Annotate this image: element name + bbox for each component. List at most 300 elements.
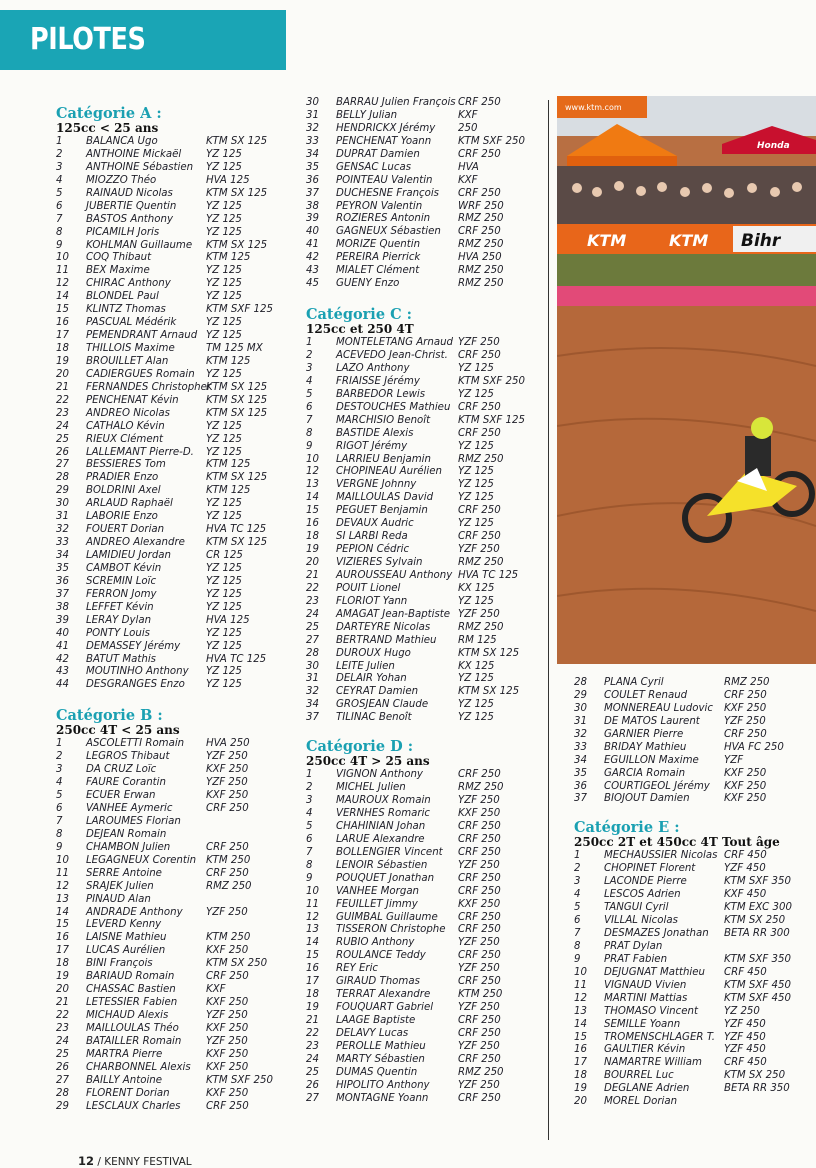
rider-name: LENOIR Sébastien — [336, 859, 428, 871]
rider-bike: YZ 125 — [206, 278, 242, 290]
rider-number: 4 — [56, 174, 63, 186]
rider-number: 15 — [56, 919, 69, 931]
rider-bike: CRF 250 — [724, 689, 767, 701]
rider-bike: HVA 125 — [206, 174, 250, 186]
rider-name: COULET Renaud — [604, 689, 688, 701]
rider-number: 25 — [56, 1048, 69, 1060]
rider-name: DARTEYRE Nicolas — [336, 621, 431, 633]
rider-number: 18 — [306, 989, 319, 1001]
rider-name: MAILLOULAS David — [336, 492, 434, 504]
rider-number: 11 — [306, 898, 319, 910]
rider-bike: CRF 250 — [458, 885, 501, 897]
rider-row — [56, 136, 296, 149]
rider-number: 31 — [574, 715, 587, 727]
rider-bike: KTM SX 250 — [724, 915, 786, 927]
rider-row — [574, 742, 814, 755]
rider-number: 9 — [56, 239, 63, 251]
rider-bike: RMZ 250 — [458, 265, 504, 277]
rider-row — [306, 201, 544, 214]
rider-number: 28 — [56, 472, 69, 484]
rider-number: 34 — [306, 148, 319, 160]
rider-name: FLORENT Dorian — [86, 1087, 170, 1099]
rider-name: BIOJOUT Damien — [604, 793, 690, 805]
rider-number: 32 — [306, 122, 319, 134]
rider-row — [306, 278, 544, 291]
rider-bike: KTM SX 125 — [206, 407, 268, 419]
rider-number: 6 — [56, 200, 63, 212]
rider-bike: RMZ 250 — [458, 621, 504, 633]
rider-name: DELAIR Yohan — [336, 673, 407, 685]
rider-name: DE MATOS Laurent — [604, 715, 700, 727]
rider-number: 12 — [56, 278, 69, 290]
rider-name: DUCHESNE François — [336, 187, 439, 199]
rider-name: MORIZE Quentin — [336, 239, 421, 251]
rider-name: PONTY Louis — [86, 627, 150, 639]
rider-number: 14 — [56, 291, 69, 303]
rider-bike: KXF 250 — [458, 808, 501, 819]
rider-bike: YZ 125 — [458, 673, 494, 685]
rider-bike: YZF 250 — [458, 337, 500, 349]
rider-number: 43 — [306, 265, 319, 277]
rider-name: LARUE Alexandre — [336, 833, 425, 845]
rider-row — [574, 980, 814, 993]
tent-brand: Honda — [757, 141, 790, 151]
rider-row — [306, 795, 544, 808]
rider-row — [306, 376, 544, 389]
rider-name: LABORIE Enzo — [86, 511, 158, 523]
rider-name: THOMASO Vincent — [604, 1005, 698, 1017]
rider-number: 34 — [574, 754, 587, 766]
rider-number: 1 — [56, 136, 63, 147]
rider-bike: KTM 125 — [206, 252, 251, 264]
rider-bike: RMZ 250 — [458, 453, 504, 465]
rider-name: DESMAZES Jonathan — [604, 928, 709, 939]
rider-number: 24 — [56, 420, 69, 432]
column-middle — [306, 97, 544, 1114]
rider-row — [56, 382, 296, 395]
rider-row — [306, 226, 544, 239]
rider-name: ASCOLETTI Romain — [86, 738, 185, 750]
rider-row — [56, 511, 296, 524]
publication-name: / KENNY FESTIVAL — [97, 1156, 192, 1168]
rider-row — [56, 855, 296, 868]
rider-number: 15 — [56, 304, 69, 316]
category-d-section — [306, 739, 544, 1105]
rider-number: 9 — [574, 953, 581, 965]
rider-row — [306, 570, 544, 583]
rider-name: MAILLOULAS Théo — [86, 1022, 179, 1034]
rider-name: BEX Maxime — [86, 265, 150, 277]
rider-bike: RMZ 250 — [458, 239, 504, 251]
rider-bike: YZ 125 — [206, 161, 242, 173]
column-divider — [548, 100, 549, 1140]
rider-bike: YZF 250 — [458, 1079, 500, 1091]
rider-name: PEMENDRANT Arnaud — [86, 330, 198, 342]
rider-name: BOLDRINI Axel — [86, 485, 161, 497]
rider-number: 7 — [574, 928, 581, 939]
rider-name: BARRAU Julien François — [336, 97, 456, 108]
rider-number: 8 — [306, 859, 313, 871]
rider-number: 27 — [56, 1074, 69, 1086]
rider-bike: YZ 125 — [206, 446, 242, 458]
rider-bike: CRF 250 — [458, 427, 501, 439]
rider-row — [306, 441, 544, 454]
rider-row — [574, 1032, 814, 1045]
rider-number: 19 — [306, 1002, 319, 1014]
rider-bike: YZF 250 — [206, 777, 248, 789]
rider-bike: YZ 125 — [206, 213, 242, 225]
rider-name: ANDREO Nicolas — [86, 407, 170, 419]
rider-row — [306, 648, 544, 661]
rider-number: 12 — [306, 911, 319, 923]
rider-bike: YZ 125 — [206, 640, 242, 652]
rider-number: 43 — [56, 666, 69, 678]
category-d-continued — [574, 677, 814, 806]
rider-row — [56, 524, 296, 537]
rider-bike: YZ 125 — [458, 595, 494, 607]
rider-bike: CRF 250 — [458, 1092, 501, 1104]
rider-bike: YZ 250 — [724, 1005, 760, 1017]
rider-row — [306, 402, 544, 415]
rider-row — [306, 1002, 544, 1015]
rider-number: 6 — [306, 833, 313, 845]
rider-name: CAMBOT Kévin — [86, 562, 162, 574]
rider-bike: YZ 125 — [458, 712, 494, 724]
rider-bike: KTM SXF 250 — [458, 135, 525, 147]
rider-name: FOUERT Dorian — [86, 524, 165, 536]
rider-number: 24 — [56, 1035, 69, 1047]
rider-bike: YZ 125 — [206, 601, 242, 613]
rider-number: 36 — [56, 575, 69, 587]
rider-bike: CRF 250 — [458, 820, 501, 832]
rider-bike: YZ 125 — [206, 420, 242, 432]
rider-number: 17 — [574, 1057, 587, 1069]
rider-number: 38 — [56, 601, 69, 613]
page-footer — [78, 1154, 192, 1168]
rider-name: ANTHOINE Sébastien — [86, 161, 194, 173]
rider-row — [306, 175, 544, 188]
rider-name: MAUROUX Romain — [336, 795, 431, 807]
rider-name: PENCHENAT Yoann — [336, 135, 432, 147]
rider-name: LEITE Julien — [336, 660, 395, 672]
rider-number: 10 — [574, 966, 587, 978]
rider-row — [56, 628, 296, 641]
rider-row — [306, 363, 544, 376]
rider-row — [56, 764, 296, 777]
rider-row — [306, 1080, 544, 1093]
rider-bike: BETA RR 350 — [724, 1083, 790, 1095]
rider-name: PRADIER Enzo — [86, 472, 159, 484]
rider-row — [56, 472, 296, 485]
rider-name: DA CRUZ Loïc — [86, 764, 157, 776]
rider-row — [306, 782, 544, 795]
rider-row — [306, 912, 544, 925]
rider-bike: YZ 125 — [458, 440, 494, 452]
rider-name: VERGNE Johnny — [336, 479, 417, 491]
rider-row — [56, 777, 296, 790]
rider-bike: YZ 125 — [206, 511, 242, 523]
rider-row — [56, 1075, 296, 1088]
category-a-section — [56, 106, 296, 692]
rider-number: 1 — [306, 769, 313, 781]
rider-bike: KTM SXF 350 — [724, 876, 791, 888]
rider-name: TANGUI Cyril — [604, 902, 669, 914]
rider-row — [574, 729, 814, 742]
rider-name: LESCLAUX Charles — [86, 1100, 181, 1112]
rider-row — [56, 984, 296, 997]
category-b-list — [56, 738, 296, 1113]
rider-bike: KTM SX 125 — [206, 187, 268, 199]
rider-row — [574, 1070, 814, 1083]
rider-row — [574, 902, 814, 915]
page-title: PILOTES — [30, 22, 146, 57]
rider-bike: CRF 250 — [458, 350, 501, 361]
rider-name: LARRIEU Benjamin — [336, 453, 431, 465]
rider-number: 45 — [306, 278, 319, 290]
rider-number: 4 — [306, 375, 313, 387]
rider-number: 30 — [306, 97, 319, 108]
rider-row — [56, 485, 296, 498]
rider-bike: CRF 250 — [458, 950, 501, 962]
rider-row — [56, 1010, 296, 1023]
rider-name: RUBIO Anthony — [336, 937, 415, 949]
ktm-banner: KTM — [587, 231, 627, 250]
rider-row — [574, 1096, 814, 1109]
rider-number: 21 — [56, 997, 69, 1009]
rider-bike: YZF 250 — [458, 859, 500, 871]
rider-row — [56, 679, 296, 692]
rider-name: RAINAUD Nicolas — [86, 187, 173, 199]
rider-row — [56, 666, 296, 679]
category-a-list — [56, 136, 296, 692]
rider-number: 2 — [306, 350, 313, 361]
rider-row — [56, 408, 296, 421]
rider-name: MONNEREAU Ludovic — [604, 702, 713, 714]
rider-name: MECHAUSSIER Nicolas — [604, 850, 718, 862]
rider-name: LALLEMANT Pierre-D. — [86, 446, 194, 458]
rider-number: 35 — [56, 562, 69, 574]
rider-name: CATHALO Kévin — [86, 420, 165, 432]
rider-bike: YZF 250 — [458, 963, 500, 975]
rider-number: 22 — [306, 1027, 319, 1039]
category-e-section — [574, 820, 814, 1109]
rider-name: MICHAUD Alexis — [86, 1010, 169, 1021]
rider-number: 13 — [306, 924, 319, 936]
rider-row — [56, 576, 296, 589]
rider-name: POINTEAU Valentin — [336, 174, 433, 186]
rider-bike: YZF 250 — [206, 1010, 248, 1021]
rider-name: BASTOS Anthony — [86, 213, 173, 225]
rider-number: 28 — [56, 1087, 69, 1099]
rider-number: 6 — [574, 915, 581, 927]
rider-row — [306, 635, 544, 648]
rider-row — [56, 188, 296, 201]
rider-row — [306, 873, 544, 886]
rider-name: TISSERON Christophe — [336, 924, 446, 936]
rider-bike: CRF 250 — [724, 728, 767, 740]
rider-name: DUPRAT Damien — [336, 148, 420, 160]
rider-number: 4 — [574, 889, 581, 901]
rider-name: GUIMBAL Guillaume — [336, 911, 438, 923]
rider-bike: YZ 125 — [206, 679, 242, 691]
rider-row — [56, 149, 296, 162]
rider-number: 10 — [306, 453, 319, 465]
rider-bike: HVA TC 125 — [206, 524, 267, 536]
rider-row — [306, 531, 544, 544]
rider-number: 27 — [56, 459, 69, 471]
rider-name: VIZIERES Sylvain — [336, 557, 423, 568]
rider-name: SI LARBI Reda — [336, 531, 408, 543]
rider-name: VIGNAUD Vivien — [604, 979, 687, 991]
rider-bike: YZ 125 — [206, 433, 242, 445]
rider-row — [306, 162, 544, 175]
rider-name: BARBEDOR Lewis — [336, 388, 426, 400]
rider-number: 26 — [56, 1061, 69, 1073]
rider-row — [306, 110, 544, 123]
rider-number: 5 — [56, 790, 63, 802]
rider-number: 38 — [306, 200, 319, 212]
rider-bike: TM 125 MX — [206, 343, 263, 354]
rider-row — [574, 876, 814, 889]
rider-row — [56, 356, 296, 369]
rider-name: ECUER Erwan — [86, 790, 156, 802]
rider-row — [574, 993, 814, 1006]
rider-name: LERAY Dylan — [86, 614, 152, 626]
rider-bike: KTM SXF 350 — [724, 953, 791, 965]
category-b-list-continued — [306, 97, 544, 291]
rider-bike: HVA TC 125 — [458, 569, 519, 581]
rider-number: 20 — [306, 557, 319, 568]
rider-bike: RMZ 250 — [724, 677, 770, 688]
rider-row — [56, 894, 296, 907]
category-b-title: Catégorie B : — [56, 707, 163, 725]
rider-row — [56, 868, 296, 881]
rider-name: FERRON Jomy — [86, 588, 157, 600]
rider-bike: KXF 250 — [206, 997, 249, 1009]
rider-number: 12 — [574, 992, 587, 1004]
rider-name: ROULANCE Teddy — [336, 950, 426, 962]
rider-row — [306, 454, 544, 467]
rider-number: 8 — [56, 828, 63, 840]
rider-name: LAAGE Baptiste — [336, 1015, 416, 1026]
rider-number: 1 — [56, 738, 63, 750]
rider-row — [306, 886, 544, 899]
category-c-section — [306, 307, 544, 725]
rider-row — [56, 945, 296, 958]
rider-bike: KTM SX 125 — [206, 394, 268, 406]
race-scene-illustration — [557, 96, 816, 664]
rider-bike: CRF 250 — [458, 846, 501, 858]
rider-row — [574, 915, 814, 928]
rider-name: CHIRAC Anthony — [86, 278, 171, 290]
rider-number: 9 — [306, 440, 313, 452]
rider-row — [56, 175, 296, 188]
rider-name: PLANA Cyril — [604, 677, 664, 688]
rider-name: LESCOS Adrien — [604, 889, 681, 901]
rider-row — [56, 790, 296, 803]
rider-row — [56, 201, 296, 214]
rider-row — [306, 699, 544, 712]
rider-bike: YZ 125 — [206, 317, 242, 329]
rider-name: VIGNON Anthony — [336, 769, 423, 781]
rider-number: 28 — [306, 647, 319, 659]
rider-name: BELLY Julian — [336, 109, 398, 121]
rider-number: 25 — [306, 1066, 319, 1078]
rider-row — [56, 304, 296, 317]
rider-bike: CRF 450 — [724, 850, 767, 862]
rider-number: 6 — [56, 803, 63, 814]
rider-number: 7 — [306, 414, 313, 426]
category-b-section — [56, 708, 296, 1113]
rider-row — [306, 1015, 544, 1028]
rider-row — [574, 703, 814, 716]
rider-name: GUENY Enzo — [336, 278, 400, 290]
rider-name: EGUILLON Maxime — [604, 754, 699, 766]
svg-text:KTM: KTM — [669, 231, 709, 250]
rider-number: 36 — [306, 174, 319, 186]
rider-name: BROUILLET Alan — [86, 355, 169, 367]
rider-number: 31 — [306, 673, 319, 685]
rider-number: 12 — [306, 466, 319, 478]
rider-name: SERRE Antoine — [86, 867, 162, 879]
rider-bike: KXF 250 — [206, 764, 249, 776]
rider-row — [56, 932, 296, 945]
rider-bike: YZ 125 — [206, 627, 242, 639]
rider-row — [306, 622, 544, 635]
rider-number: 8 — [574, 940, 581, 952]
rider-name: MONTAGNE Yoann — [336, 1092, 429, 1104]
rider-name: BALANCA Ugo — [86, 136, 158, 147]
rider-bike: CR 125 — [206, 550, 243, 561]
rider-number: 18 — [56, 343, 69, 354]
rider-bike: YZ 125 — [206, 498, 242, 510]
rider-bike: KXF 250 — [724, 702, 767, 714]
rider-number: 25 — [56, 433, 69, 445]
rider-name: BARIAUD Romain — [86, 971, 175, 983]
category-b-continued — [306, 97, 544, 291]
rider-bike: RM 125 — [458, 634, 497, 646]
rider-number: 21 — [306, 569, 319, 581]
rider-row — [306, 1028, 544, 1041]
rider-number: 29 — [56, 1100, 69, 1112]
rider-row — [56, 816, 296, 829]
rider-bike: YZF 250 — [458, 795, 500, 807]
rider-name: CEYRAT Damien — [336, 686, 419, 698]
rider-name: THILLOIS Maxime — [86, 343, 175, 354]
rider-name: LACONDE Pierre — [604, 876, 687, 888]
rider-number: 3 — [56, 764, 63, 776]
rider-bike: RMZ 250 — [458, 782, 504, 794]
rider-name: DEGLANE Adrien — [604, 1083, 690, 1095]
rider-name: PEROLLE Mathieu — [336, 1040, 426, 1052]
rider-number: 9 — [306, 872, 313, 884]
rider-name: REY Eric — [336, 963, 379, 975]
rider-name: LAROUMES Florian — [86, 815, 181, 827]
rider-number: 22 — [306, 582, 319, 594]
rider-row — [574, 889, 814, 902]
rider-bike: RMZ 250 — [458, 1066, 504, 1078]
rider-number: 14 — [574, 1018, 587, 1030]
rider-number: 28 — [574, 677, 587, 688]
rider-number: 1 — [306, 337, 313, 349]
rider-number: 14 — [306, 492, 319, 504]
rider-number: 24 — [306, 1053, 319, 1065]
rider-name: RIEUX Clément — [86, 433, 164, 445]
rider-row — [306, 712, 544, 725]
rider-name: DELAVY Lucas — [336, 1027, 409, 1039]
rider-bike: KTM SXF 450 — [724, 979, 791, 991]
rider-row — [56, 1101, 296, 1114]
